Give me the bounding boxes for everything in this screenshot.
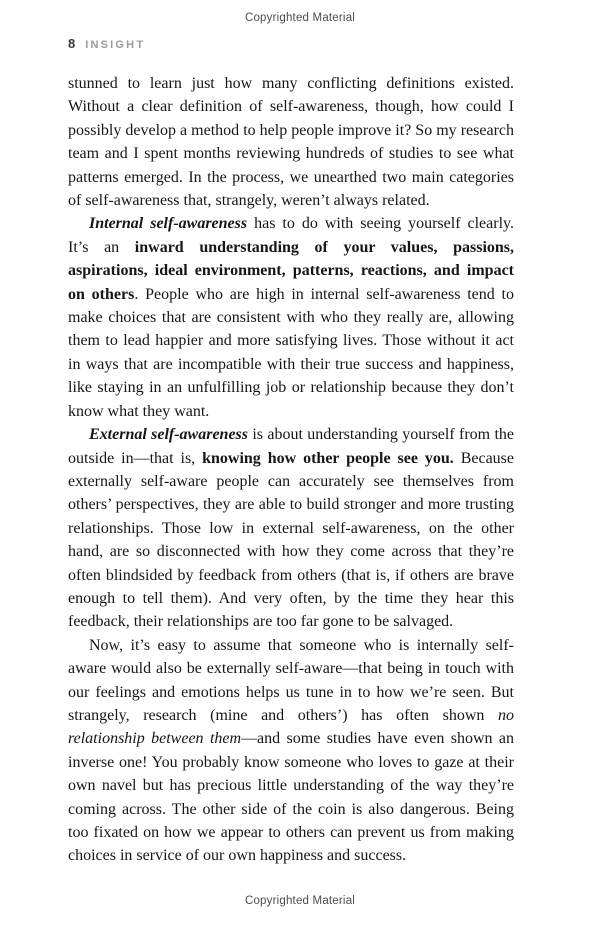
text-segment: . People who are high in internal self-awareness tend to make choices that are consistent with who they really are, allowing them to lead happier and more satisfying lives. Those without it act in ways that are incompatible with their true success and happiness, like staying in an unfulfilling job or relationship because they don’t know what they want. bbox=[68, 285, 514, 420]
paragraph bbox=[68, 212, 514, 423]
copyright-notice-bottom: Copyrighted Material bbox=[244, 895, 356, 907]
text-segment: knowing how other people see you. bbox=[202, 449, 454, 467]
text-segment: stunned to learn just how many conflicting definitions existed. Without a clear definition of self-awareness, though, how could I possibly develop a method to help people improve it? So my research team and I spent months reviewing hundreds of studies to see what patterns emerged. In the process, we unearthed two main categories of self-awareness that, strangely, weren’t always related. bbox=[68, 75, 514, 210]
text-segment: has to do with seeing yourself clearly. It’s an bbox=[68, 215, 514, 256]
text-segment: no relationship between them bbox=[68, 706, 514, 748]
running-header bbox=[68, 36, 145, 51]
text-segment: External self-awareness bbox=[89, 426, 249, 444]
text-segment: —and some studies have even shown an inverse one! You probably know someone who loves to gaze at their own navel but has precious little understanding of the way they’re coming across. The other side of the coin is also dangerous. Being too fixated on how we appear to others can prevent us from making choices in service of our own happiness and success. bbox=[68, 730, 514, 865]
text-segment: Because externally self-aware people can accurately see themselves from others’ perspectives, they are able to build stronger and more trusting relationships. Those low in external self-awareness, on the other hand, are so disconnected with how they come across that they’re often blindsided by feedback from others (that is, if others are brave enough to tell them). And very often, by the time they hear this feedback, their relationships are too far gone to be salvaged. bbox=[68, 449, 514, 631]
paragraph bbox=[68, 634, 514, 868]
page-number: 8 bbox=[68, 36, 76, 51]
text-segment: Internal self-awareness bbox=[89, 215, 248, 233]
paragraph bbox=[68, 72, 514, 212]
book-title: INSIGHT bbox=[85, 39, 146, 51]
paragraph bbox=[68, 423, 514, 634]
body-text bbox=[68, 72, 514, 868]
text-segment: is about understanding yourself from the outside in—that is, bbox=[68, 426, 514, 467]
copyright-notice-top: Copyrighted Material bbox=[244, 12, 356, 24]
text-segment: Now, it’s easy to assume that someone who is internally self-aware would also be externally self-aware—that being in touch with our feelings and emotions helps us tune in to how we’re seen. But strangely, research (mine and others’) has often shown bbox=[68, 636, 514, 724]
text-segment: inward understanding of your values, passions, aspirations, ideal environment, patterns, reactions, and impact on others bbox=[68, 238, 515, 303]
